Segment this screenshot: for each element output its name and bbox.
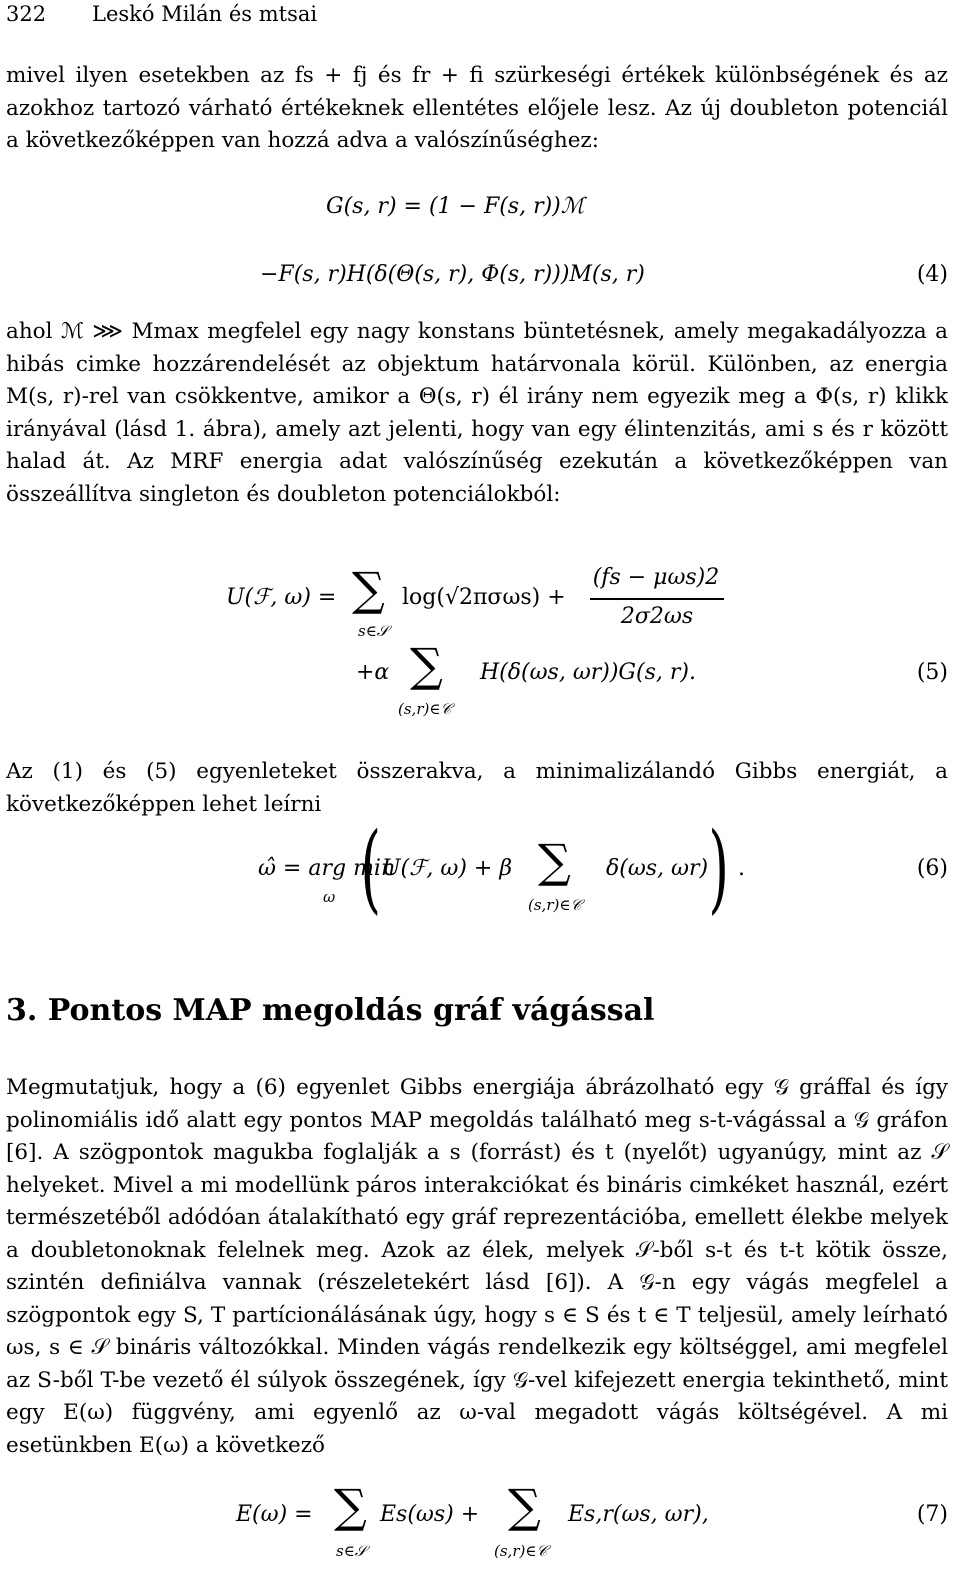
- running-header: [6, 2, 317, 26]
- equation-6-lhs: ω̂ = arg min: [258, 856, 396, 881]
- page-number: 322: [6, 2, 47, 26]
- equation-4-number: (4): [916, 262, 948, 287]
- equation-6-end: .: [738, 856, 745, 881]
- fraction-bar: [590, 598, 724, 600]
- left-paren: (: [360, 812, 382, 924]
- equation-6-number: (6): [916, 856, 948, 881]
- running-authors: Leskó Milán és mtsai: [92, 2, 318, 26]
- section-heading: 3. Pontos MAP megoldás gráf vágással: [6, 993, 655, 1028]
- equation-5-number: (5): [916, 660, 948, 685]
- equation-6-term: δ(ωs, ωr): [606, 856, 709, 881]
- sum-symbol: ∑: [352, 562, 385, 616]
- equation-6-inner: U(ℱ, ω) + β: [382, 856, 513, 881]
- sum-symbol: ∑: [334, 1479, 367, 1533]
- sum-1-index: s∈𝒮: [358, 622, 389, 640]
- right-paren: ): [708, 812, 730, 924]
- paragraph-1: mivel ilyen esetekben az fs + fj és fr + fi szürkeségi értékek különbségének és az azokhoz tartozó várható értékeknek ellentétes előjele lesz. Az új doubleton potenciál a következőképpen van hozzá adva a valószínűséghez:: [6, 63, 948, 153]
- equation-5-fraction-denominator: 2σ2ωs: [620, 604, 694, 629]
- equation-6-sum-index: (s,r)∈𝒞: [528, 896, 582, 914]
- equation-5-line-2-term: H(δ(ωs, ωr))G(s, r).: [480, 660, 696, 685]
- equation-7-lhs: E(ω) =: [236, 1502, 313, 1527]
- equation-7-sum-1-index: s∈𝒮: [336, 1542, 367, 1560]
- equation-5-alpha: +α: [356, 660, 390, 685]
- equation-4-line-2: −F(s, r)H(δ(Θ(s, r), Φ(s, r)))M(s, r): [260, 262, 645, 287]
- equation-7-term-1: Es(ωs) +: [380, 1502, 480, 1527]
- equation-4-line-1: G(s, r) = (1 − F(s, r))ℳ: [326, 194, 585, 219]
- equation-5-log-term: log(√2πσωs) +: [402, 585, 566, 610]
- equation-5-fraction-numerator: (fs − μωs)2: [592, 565, 720, 590]
- sum-2-index: (s,r)∈𝒞: [398, 700, 452, 718]
- equation-7-term-2: Es,r(ωs, ωr),: [568, 1502, 709, 1527]
- equation-5-lhs: U(ℱ, ω) =: [226, 585, 337, 610]
- sum-symbol: ∑: [410, 638, 443, 692]
- sum-symbol: ∑: [508, 1479, 541, 1533]
- equation-7-number: (7): [916, 1502, 948, 1527]
- paragraph-2: ahol ℳ ⋙ Mmax megfelel egy nagy konstans büntetésnek, amely megakadályozza a hibás cimke hozzárendelését az objektum határvonala körül. Különben, az energia M(s, r)-rel van csökkentve, amikor a Θ(s, r) él irány nem egyezik meg a Φ(s, r) klikk irányával (lásd 1. ábra), amely azt jelenti, hogy van egy élintenzitás, ami s és r között halad át. Az MRF energia adat valószínűség ezekután a következőképpen van összeállítva singleton és doubleton potenciálokból:: [6, 319, 948, 507]
- paragraph-3: Az (1) és (5) egyenleteket összerakva, a minimalizálandó Gibbs energiát, a következőképpen lehet leírni: [6, 759, 948, 817]
- equation-7-sum-2-index: (s,r)∈𝒞: [494, 1542, 548, 1560]
- equation-6-min-index: ω: [323, 888, 336, 906]
- sum-symbol: ∑: [538, 834, 571, 888]
- paragraph-4: Megmutatjuk, hogy a (6) egyenlet Gibbs energiája ábrázolható egy 𝒢 gráffal és így polinomiális idő alatt egy pontos MAP megoldás található meg s-t-vágással a 𝒢 gráfon [6]. A szögpontok magukba foglalják a s (forrást) és t (nyelőt) ugyanúgy, mint az 𝒮 helyeket. Mivel a mi modellünk páros interakciókat és bináris cimkéket használ, ezért természetéből adódóan átalakítható egy gráf reprezentációba, emellett élekbe melyek a doubletonoknak felelnek meg. Azok az élek, melyek 𝒮-ből s-t és t-t kötik össze, szintén definiálva vannak (részeletekért lásd [6]). A 𝒢-n egy vágás megfelel a szögpontok egy S, T partícionálásának úgy, hogy s ∈ S és t ∈ T teljesül, amely leírható ωs, s ∈ 𝒮 bináris változókkal. Minden vágás rendelkezik egy költséggel, ami megfelel az S-ből T-be vezető él súlyok összegének, így 𝒢-vel kifejezett energia tekinthető, mint egy E(ω) függvény, ami egyenlő az ω-val megadott vágás költségével. A mi esetünkben E(ω) a következő: [6, 1075, 948, 1458]
